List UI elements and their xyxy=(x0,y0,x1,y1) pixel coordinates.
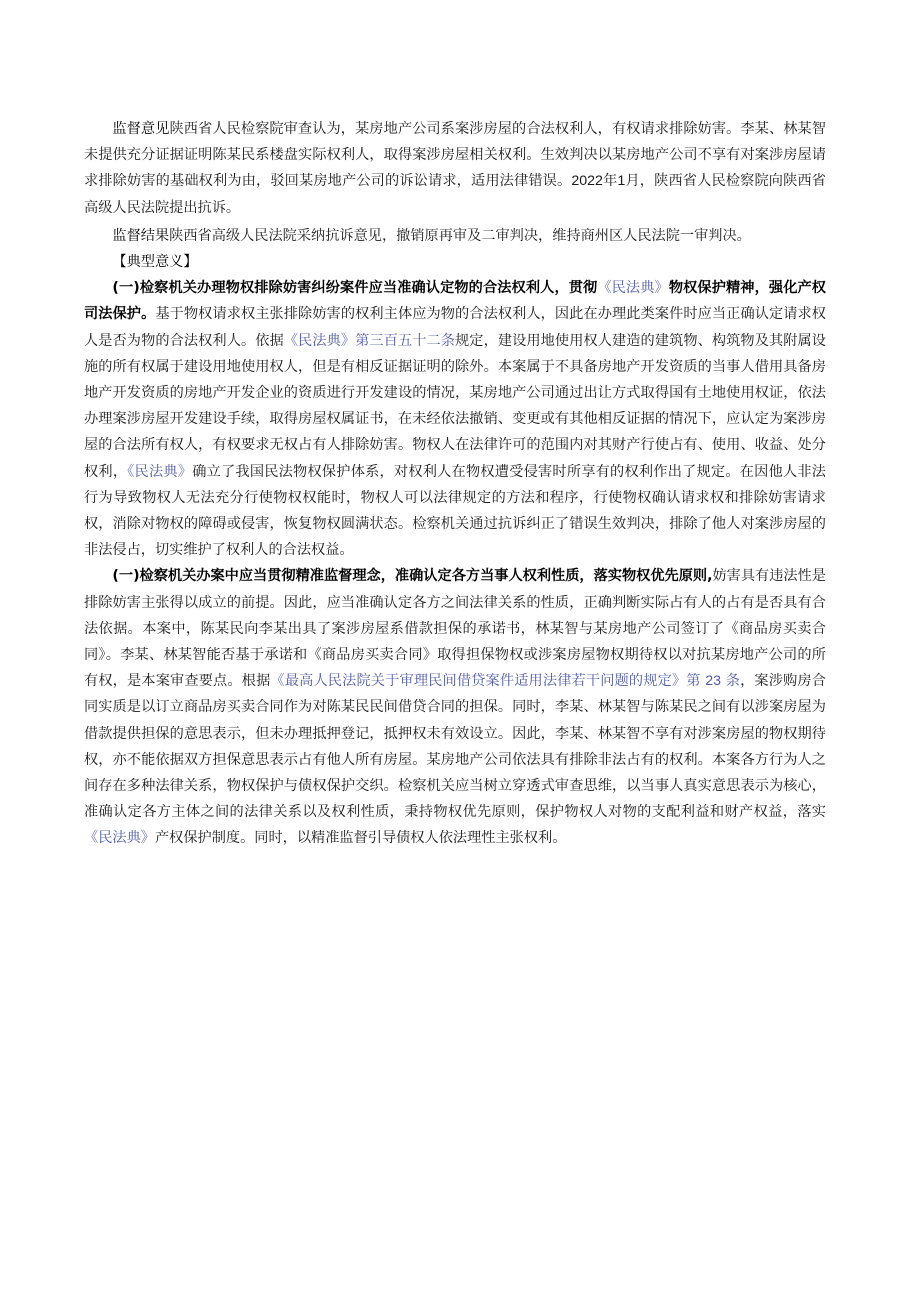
significance-1-text-1: 基于物权请求权主张排除妨害的权利主体应为物的合法权利人，因此在办理此类案件时应当正确认定请求权人是否为物的合法权利人。依据 xyxy=(84,306,826,349)
significance-1-text-2: 规定，建设用地使用权人建造的建筑物、构筑物及其附属设施的所有权属于建设用地使用权人，但是有相反证据证明的除外。本案属于不具备房地产开发资质的当事人借用具备房地产开发资质的房地产开发企业的资质进行开发建设的情况，某房地产公司通过出让方式取得国有土地使用权证，依法办理案涉房屋开发建设手续，取得房屋权属证书，在未经依法撤销、变更或有其他相反证据的情况下，应认定为案涉房屋的合法所有权人，有权要求无权占有人排除妨害。物权人在法律许可的范围内对其财产行使占有、使用、收益、处分权利， xyxy=(84,332,826,480)
civil-code-link-2[interactable]: 《民法典》 xyxy=(127,463,193,480)
significance-1-heading-b: 物权保护精神，强化产权司法保护。 xyxy=(84,280,826,323)
supreme-court-provisions-article-number: 23 xyxy=(705,673,722,690)
significance-2-text-2: ，案涉购房合同实质是以订立商品房买卖合同作为对陈某民民间借贷合同的担保。同时，李某、林某智与陈某民之间有以涉案房屋为借款提供担保的意思表示，但未办理抵押登记，抵押权未有效设立。因此，李某、林某智不享有对涉案房屋的物权期待权，亦不能依据双方担保意思表示占有他人所有房屋。某房地产公司依法具有排除非法占有的权利。本案各方行为人之间存在多种法律关系，物权保护与债权保护交织。检察机关应当树立穿透式审查思维，以当事人真实意思表示为核心，准确认定各方主体之间的法律关系以及权利性质，秉持物权优先原则，保护物权人对物的支配利益和财产权益，落实 xyxy=(84,673,826,821)
civil-code-article-352-link[interactable]: 《民法典》第三百五十二条 xyxy=(283,332,456,349)
significance-2-text-1: 妨害具有违法性是排除妨害主张得以成立的前提。因此，应当准确认定各方之间法律关系的性质，正确判断实际占有人的占有是否具有合法依据。本案中，陈某民向李某出具了案涉房屋系借款担保的承诺书，林某智与某房地产公司签订了《商品房买卖合同》。李某、林某智能否基于承诺和《商品房买卖合同》取得担保物权或涉案房屋物权期待权以对抗某房地产公司的所有权，是本案审查要点。根据 xyxy=(84,568,826,690)
supervision-opinion-label: 监督意见 xyxy=(112,121,170,137)
supreme-court-provisions-article-suffix: 条 xyxy=(725,673,741,690)
significance-2-text-3: 产权保护制度。同时，以精准监督引导债权人依法理性主张权利。 xyxy=(154,830,567,847)
supervision-result-text: 陕西省高级人民法院采纳抗诉意见，撤销原再审及二审判决，维持商州区人民法院一审判决。 xyxy=(169,227,751,244)
supervision-opinion-year: 2022 xyxy=(571,173,603,190)
significance-1-heading-a: (一)检察机关办理物权排除妨害纠纷案件应当准确认定物的合法权利人，贯彻 xyxy=(112,280,598,297)
significance-2-heading: (一)检察机关办案中应当贯彻精准监督理念，准确认定各方当事人权利性质，落实物权优先原则, xyxy=(112,568,713,585)
significance-paragraph-1 xyxy=(84,275,826,563)
supervision-opinion-text: 陕西省人民检察院审查认为，某房地产公司系案涉房屋的合法权利人，有权请求排除妨害。李某、林某智未提供充分证据证明陈某民系楼盘实际权利人，取得案涉房屋相关权利。生效判决以某房地产公司不享有对案涉房屋请求排除妨害的基础权利为由，驳回某房地产公司的诉讼请求，适用法律错误。 xyxy=(84,121,826,190)
significance-1-text-3: 确立了我国民法物权保护体系，对权利人在物权遭受侵害时所享有的权利作出了规定。在因他人非法行为导致物权人无法充分行使物权权能时，物权人可以法律规定的方法和程序，行使物权确认请求权和排除妨害请求权，消除对物权的障碍或侵害，恢复物权圆满状态。检察机关通过抗诉纠正了错误生效判决，排除了他人对案涉房屋的非法侵占，切实维护了权利人的合法权益。 xyxy=(84,463,826,559)
document-page xyxy=(84,116,826,852)
civil-code-link-3[interactable]: 《民法典》 xyxy=(84,830,155,847)
supreme-court-provisions-link[interactable] xyxy=(270,673,740,689)
significance-paragraph-2 xyxy=(84,563,826,851)
supervision-opinion-year-suffix: 年 xyxy=(602,173,618,190)
supervision-opinion-paragraph xyxy=(84,116,826,221)
supervision-opinion-month: 1 xyxy=(617,173,626,190)
civil-code-link-heading[interactable]: 《民法典》 xyxy=(597,280,669,297)
supervision-result-label: 监督结果 xyxy=(112,227,170,244)
typical-significance-heading xyxy=(84,249,826,275)
supervision-result-paragraph xyxy=(84,223,826,249)
typical-significance-title: 【典型意义】 xyxy=(112,254,198,271)
supreme-court-provisions-link-text: 《最高人民法院关于审理民间借贷案件适用法律若干问题的规定》第 xyxy=(270,673,701,690)
supervision-opinion-text-end: 月，陕西省人民检察院向陕西省高级人民法院提出抗诉。 xyxy=(84,173,826,216)
